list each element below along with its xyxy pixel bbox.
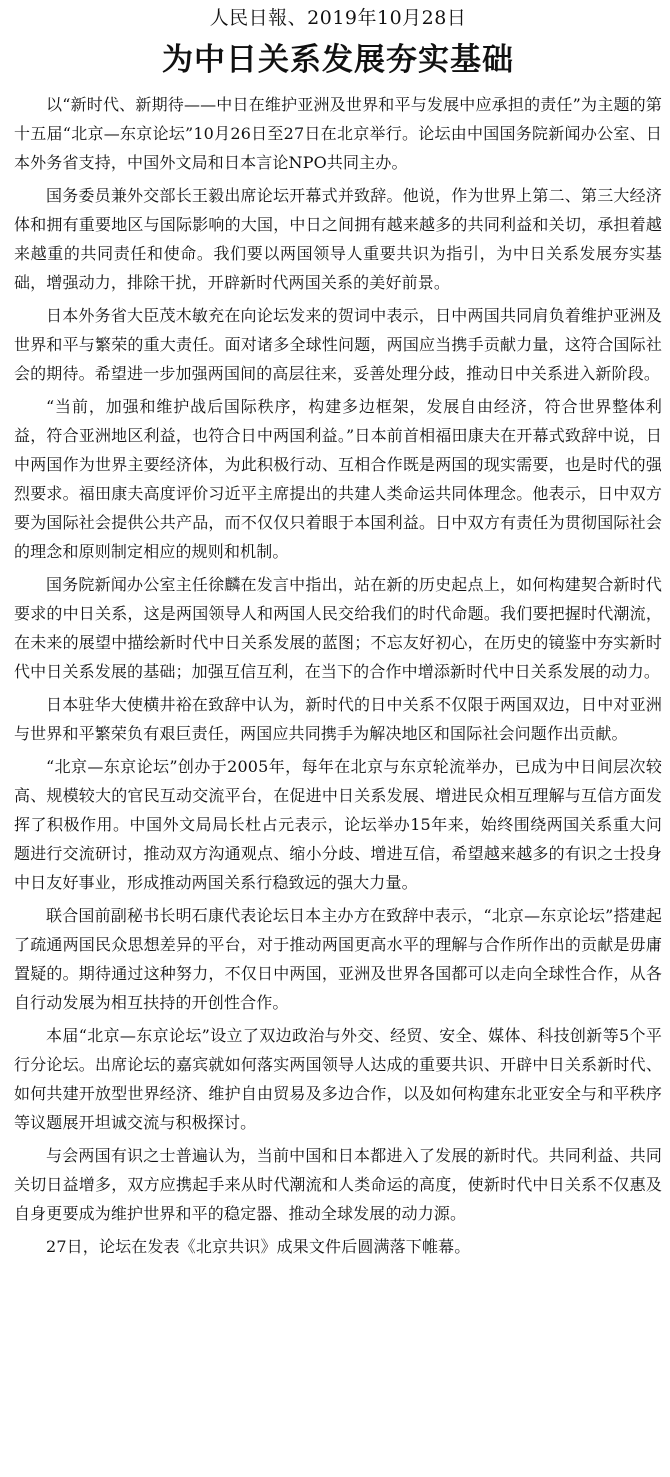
source-line: 人民日報、2019年10月28日: [209, 7, 467, 29]
article-paragraph: 国务委员兼外交部长王毅出席论坛开幕式并致辞。他说，作为世界上第二、第三大经济体和拥有重要地区与国际影响的大国，中日之间拥有越来越多的共同利益和关切，承担着越来越重的共同责任和使命。我们要以两国领导人重要共识为指引，为中日关系发展夯实基础，增强动力，排除干扰，开辟新时代两国关系的美好前景。: [14, 186, 662, 292]
article-paragraph: 27日，论坛在发表《北京共识》成果文件后圆满落下帷幕。: [46, 1237, 471, 1256]
article-paragraph: 国务院新闻办公室主任徐麟在发言中指出，站在新的历史起点上，如何构建契合新时代要求的中日关系，这是两国领导人和两国人民交给我们的时代命题。我们要把握时代潮流，在未来的展望中描绘新时代中日关系发展的蓝图；不忘友好初心，在历史的镜鉴中夯实新时代中日关系发展的基础；加强互信互利，在当下的合作中增添新时代中日关系发展的动力。: [14, 575, 662, 681]
article-paragraph: 以“新时代、新期待——中日在维护亚洲及世界和平与发展中应承担的责任”为主题的第十五届“北京—东京论坛”10月26日至27日在北京举行。论坛由中国国务院新闻办公室、日本外务省支持，中国外文局和日本言论NPO共同主办。: [14, 95, 662, 172]
article-body: [14, 90, 662, 1261]
article-paragraph: 日本驻华大使横井裕在致辞中认为，新时代的日中关系不仅限于两国双边，日中对亚洲与世界和平繁荣负有艰巨责任，两国应共同携手为解决地区和国际社会问题作出贡献。: [14, 695, 662, 743]
article-paragraph: “当前，加强和维护战后国际秩序，构建多边框架，发展自由经济，符合世界整体利益，符合亚洲地区利益，也符合日中两国利益。”日本前首相福田康夫在开幕式致辞中说，日中两国作为世界主要经济体，为此积极行动、互相合作既是两国的现实需要，也是时代的强烈要求。福田康夫高度评价习近平主席提出的共建人类命运共同体理念。他表示，日中双方要为国际社会提供公共产品，而不仅仅只着眼于本国利益。日中双方有责任为贯彻国际社会的理念和原则制定相应的规则和机制。: [14, 397, 662, 561]
article-paragraph: 本届“北京—东京论坛”设立了双边政治与外交、经贸、安全、媒体、科技创新等5个平行分论坛。出席论坛的嘉宾就如何落实两国领导人达成的重要共识、开辟中日关系新时代、如何共建开放型世界经济、维护自由贸易及多边合作，以及如何构建东北亚安全与和平秩序等议题展开坦诚交流与积极探讨。: [14, 1026, 662, 1132]
article-paragraph: 与会两国有识之士普遍认为，当前中国和日本都进入了发展的新时代。共同利益、共同关切日益增多，双方应携起手来从时代潮流和人类命运的高度，使新时代中日关系不仅惠及自身更要成为维护世界和平的稳定器、推动全球发展的动力源。: [14, 1146, 662, 1223]
article-paragraph: 日本外务省大臣茂木敏充在向论坛发来的贺词中表示，日中两国共同肩负着维护亚洲及世界和平与繁荣的重大责任。面对诸多全球性问题，两国应当携手贡献力量，这符合国际社会的期待。希望进一步加强两国间的高层往来，妥善处理分歧，推动日中关系进入新阶段。: [14, 306, 662, 383]
article-paragraph: 联合国前副秘书长明石康代表论坛日本主办方在致辞中表示，“北京—东京论坛”搭建起了疏通两国民众思想差异的平台，对于推动两国更高水平的理解与合作所作出的贡献是毋庸置疑的。期待通过这种努力，不仅日中两国，亚洲及世界各国都可以走向全球性合作，从各自行动发展为相互扶持的开创性合作。: [14, 906, 662, 1012]
article-paragraph: “北京—东京论坛”创办于2005年，每年在北京与东京轮流举办，已成为中日间层次较高、规模较大的官民互动交流平台，在促进中日关系发展、增进民众相互理解与互信方面发挥了积极作用。中国外文局局长杜占元表示，论坛举办15年来，始终围绕两国关系重大问题进行交流研讨，推动双方沟通观点、缩小分歧、增进互信，希望越来越多的有识之士投身中日友好事业，形成推动两国关系行稳致远的强大力量。: [14, 757, 662, 892]
article-title: 为中日关系发展夯实基础: [162, 42, 514, 78]
